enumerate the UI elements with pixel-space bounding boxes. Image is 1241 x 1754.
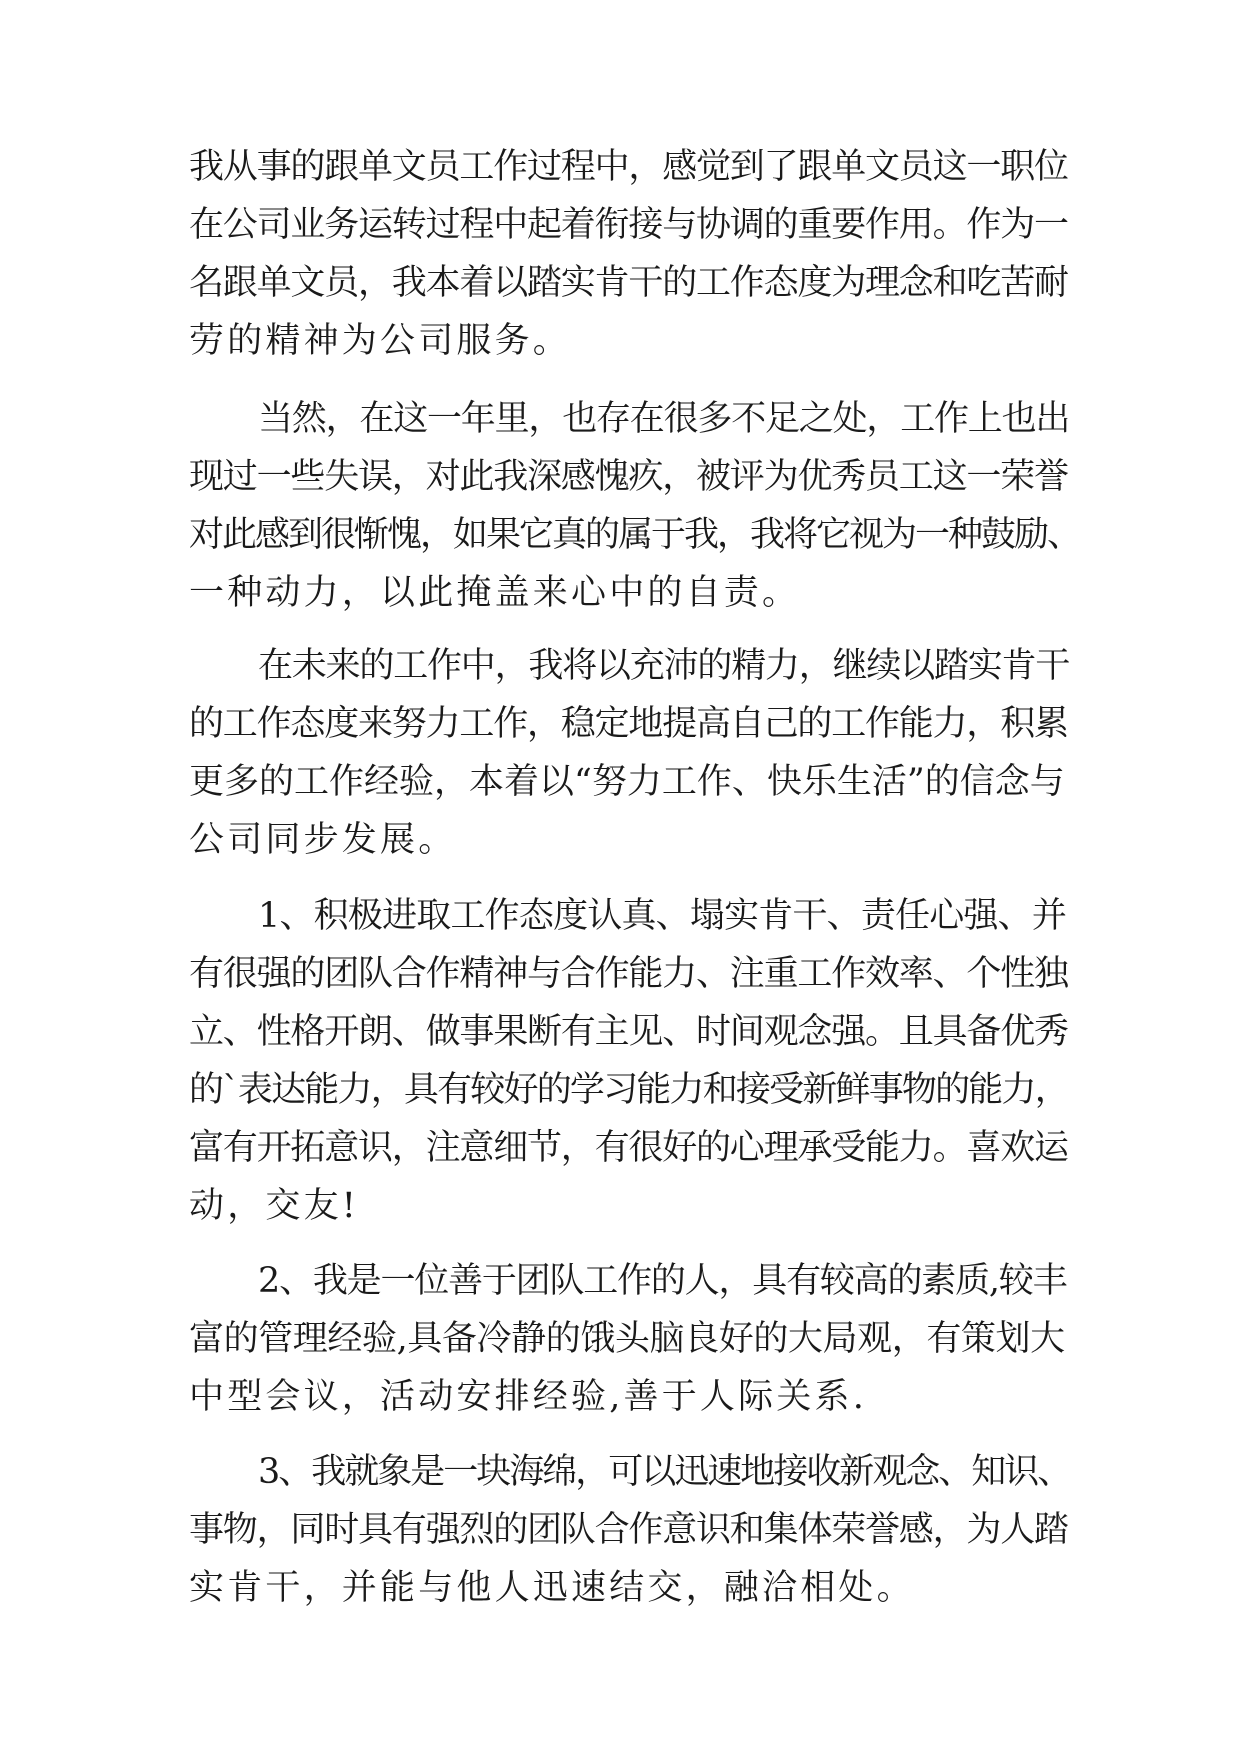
text-line: 动，交友!: [189, 1186, 360, 1226]
text-line: 现过一些失误，对此我深感愧疚，被评为优秀员工这一荣誉: [189, 457, 1068, 497]
text-line: 事物，同时具有强烈的团队合作意识和集体荣誉感，为人踏: [189, 1510, 1068, 1550]
text-line: 劳的精神为公司服务。: [189, 321, 572, 361]
text-line: 有很强的团队合作精神与合作能力、注重工作效率、个性独: [189, 954, 1068, 994]
text-line: 在公司业务运转过程中起着衔接与协调的重要作用。作为一: [189, 205, 1068, 245]
text-line: 的工作态度来努力工作，稳定地提高自己的工作能力，积累: [189, 704, 1068, 744]
text-line: 名跟单文员，我本着以踏实肯干的工作态度为理念和吃苦耐: [189, 263, 1068, 303]
text-line: 1、积极进取工作态度认真、塌实肯干、责任心强、并: [258, 896, 1067, 936]
text-line: 中型会议，活动安排经验,善于人际关系.: [189, 1377, 868, 1417]
text-line: 立、性格开朗、做事果断有主见、时间观念强。且具备优秀: [189, 1012, 1068, 1052]
text-line: 的`表达能力，具有较好的学习能力和接受新鲜事物的能力，: [189, 1070, 1068, 1110]
text-line: 对此感到很惭愧，如果它真的属于我，我将它视为一种鼓励、: [189, 515, 1081, 555]
text-line: 在未来的工作中，我将以充沛的精力，继续以踏实肯干: [258, 646, 1070, 686]
text-line: 公司同步发展。: [189, 820, 457, 860]
text-line: 我从事的跟单文员工作过程中，感觉到了跟单文员这一职位: [189, 147, 1068, 187]
text-line: 实肯干，并能与他人迅速结交，融洽相处。: [189, 1568, 915, 1608]
text-line: 3、我就象是一块海绵，可以迅速地接收新观念、知识、: [258, 1452, 1071, 1492]
text-line: 当然，在这一年里，也存在很多不足之处，工作上也出: [258, 399, 1070, 439]
text-line: 更多的工作经验，本着以“努力工作、快乐生活”的信念与: [189, 762, 1065, 802]
text-line: 富有开拓意识，注意细节，有很好的心理承受能力。喜欢运: [189, 1128, 1068, 1168]
text-line: 2、我是一位善于团队工作的人，具有较高的素质,较丰: [258, 1261, 1067, 1301]
text-line: 一种动力，以此掩盖来心中的自责。: [189, 573, 801, 613]
text-line: 富的管理经验,具备冷静的饿头脑良好的大局观，有策划大: [189, 1319, 1065, 1359]
